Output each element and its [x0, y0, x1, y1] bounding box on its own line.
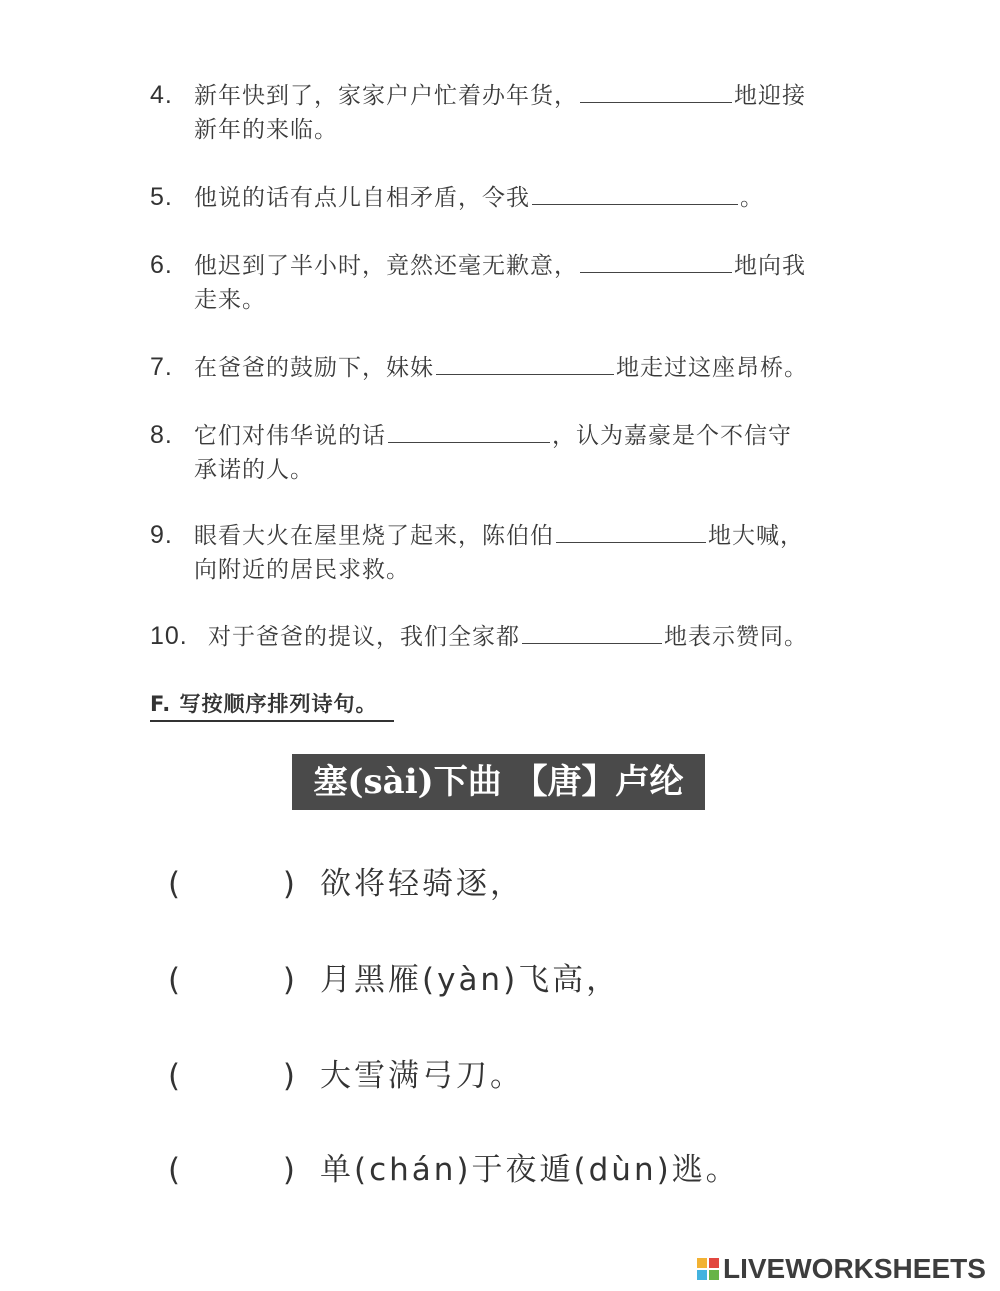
poem-line-text: 月黑雁(yàn)飞高， — [320, 962, 621, 998]
poem-line — [168, 1150, 740, 1190]
question-6 — [150, 248, 870, 317]
question-number: 7. — [150, 353, 173, 381]
question-8 — [150, 418, 870, 487]
poem-line — [168, 1056, 524, 1096]
logo-block — [697, 1270, 707, 1280]
question-number: 4. — [150, 81, 173, 109]
order-parentheses — [168, 1056, 308, 1096]
order-parentheses — [168, 960, 308, 1000]
question-text: 他说的话有点儿自相矛盾，令我 — [194, 185, 530, 211]
question-text: 地表示赞同。 — [664, 624, 808, 650]
paren-close: ) — [282, 866, 298, 902]
paren-close: ) — [282, 962, 298, 998]
question-5 — [150, 180, 870, 215]
question-number: 8. — [150, 421, 173, 449]
question-number: 5. — [150, 183, 173, 211]
question-number: 6. — [150, 251, 173, 279]
question-text: 新年快到了，家家户户忙着办年货， — [194, 83, 578, 109]
paren-close: ) — [282, 1058, 298, 1094]
poem-line — [168, 960, 620, 1000]
question-number: 9. — [150, 521, 173, 549]
question-text: 它们对伟华说的话 — [194, 423, 386, 449]
question-text: ，认为嘉豪是个不信守 — [552, 423, 792, 449]
question-text: 地迎接 — [734, 83, 806, 109]
question-continuation: 向附近的居民求救。 — [194, 557, 410, 583]
paren-open: ( — [168, 866, 184, 902]
question-4 — [150, 78, 870, 147]
logo-block — [709, 1258, 719, 1268]
poem-title: 塞(sài)下曲 【唐】卢纶 — [292, 754, 705, 810]
question-7 — [150, 350, 870, 385]
question-text: 地大喊， — [708, 523, 804, 549]
poem-line-text: 欲将轻骑逐， — [320, 866, 524, 902]
paren-open: ( — [168, 1058, 184, 1094]
answer-blank[interactable] — [580, 84, 732, 103]
order-input[interactable] — [196, 1150, 286, 1186]
question-text: 地走过这座昂桥。 — [616, 355, 808, 381]
question-10 — [150, 619, 870, 654]
poem-line-text: 大雪满弓刀。 — [320, 1058, 524, 1094]
question-text: 。 — [740, 185, 764, 211]
answer-blank[interactable] — [388, 424, 550, 443]
logo-block — [697, 1258, 707, 1268]
logo-text: LIVEWORKSHEETS — [723, 1253, 986, 1284]
question-continuation: 新年的来临。 — [194, 117, 338, 143]
question-9 — [150, 518, 870, 587]
question-continuation: 走来。 — [194, 287, 266, 313]
paren-close: ) — [282, 1152, 298, 1188]
question-number: 10. — [150, 622, 188, 650]
order-input[interactable] — [196, 864, 286, 900]
answer-blank[interactable] — [532, 186, 738, 205]
order-input[interactable] — [196, 1056, 286, 1092]
question-text: 眼看大火在屋里烧了起来，陈伯伯 — [194, 523, 554, 549]
poem-line — [168, 864, 524, 904]
question-text: 对于爸爸的提议，我们全家都 — [208, 624, 520, 650]
liveworksheets-logo — [697, 1254, 986, 1284]
question-text: 他迟到了半小时，竟然还毫无歉意， — [194, 253, 578, 279]
order-parentheses — [168, 864, 308, 904]
answer-blank[interactable] — [436, 356, 614, 375]
question-continuation: 承诺的人。 — [194, 457, 314, 483]
answer-blank[interactable] — [580, 254, 732, 273]
answer-blank[interactable] — [522, 625, 662, 644]
logo-block — [709, 1270, 719, 1280]
poem-line-text: 单(chán)于夜遁(dùn)逃。 — [320, 1152, 740, 1188]
question-text: 地向我 — [734, 253, 806, 279]
answer-blank[interactable] — [556, 524, 706, 543]
paren-open: ( — [168, 1152, 184, 1188]
logo-blocks-icon — [697, 1258, 719, 1280]
section-f-heading: F. 写按顺序排列诗句。 — [150, 688, 394, 722]
order-parentheses — [168, 1150, 308, 1190]
question-text: 在爸爸的鼓励下，妹妹 — [194, 355, 434, 381]
paren-open: ( — [168, 962, 184, 998]
order-input[interactable] — [196, 960, 286, 996]
